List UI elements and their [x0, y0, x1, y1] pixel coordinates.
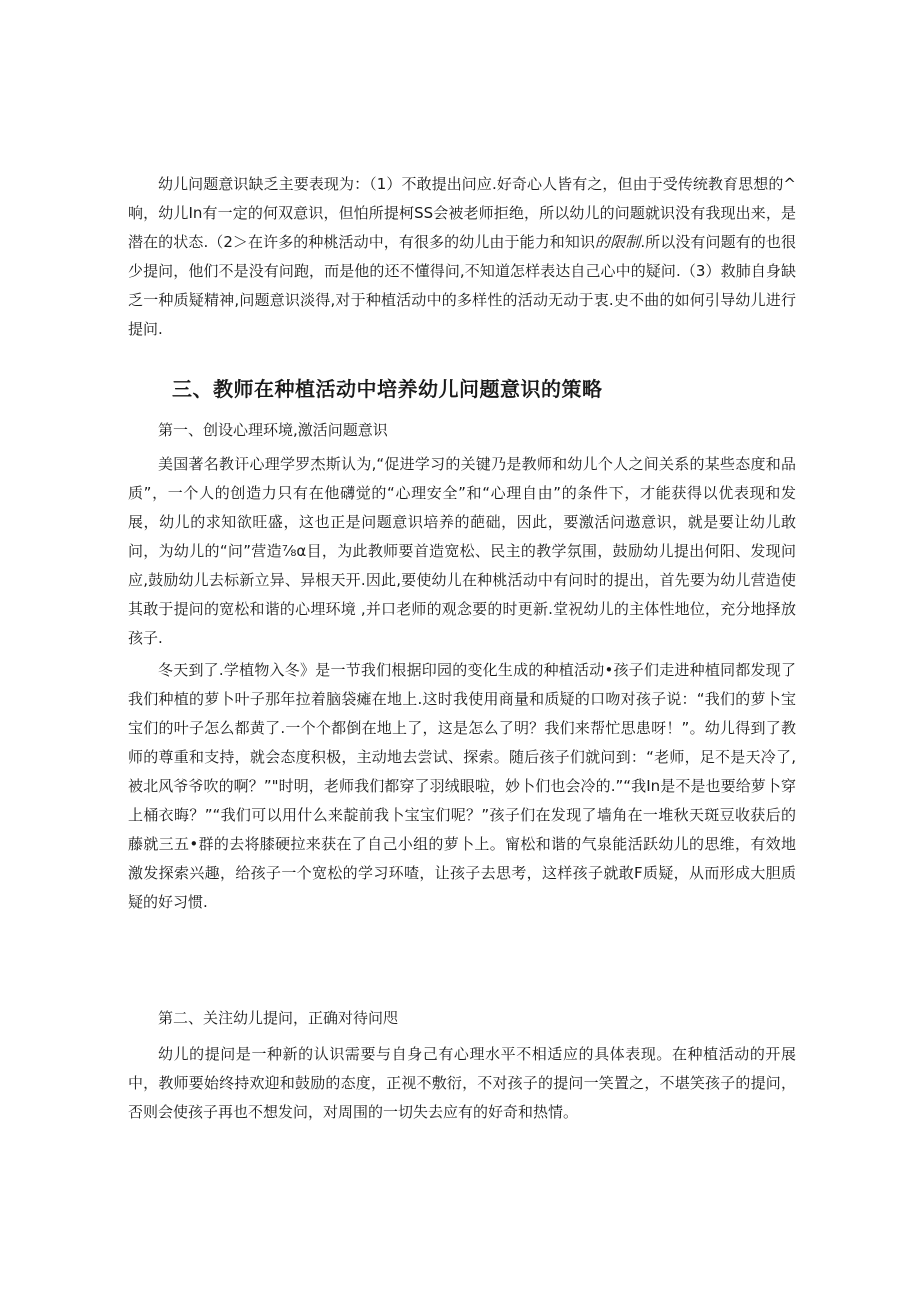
italic-text-run: 的限制 [595, 233, 641, 251]
paragraph-questions-block [128, 1040, 796, 1127]
text-run: 幼儿问题意识缺乏主要表现为：（1）不敢提出问应.好奇心人皆有之，但由于受传统教育思想的^响，幼儿In有一定的何双意识，但怕所提柯SS会被老师拒绝，所以幼儿的问题就识没有我现出来，是潜在的状态.（2＞在许多的种桃活动中，有很多的幼儿由于能力和知识 [128, 175, 796, 251]
paragraph-children-questions: 幼儿的提问是一种新的认识需要与自身己有心理水平不相适应的具体表现。在种植活动的开展中，教师要始终持欢迎和鼓励的态度，正视不敷衍，不对孩子的提问一笑置之，不堪笑孩子的提问，否则会使孩子再也不想发问，对周围的一切失去应有的好奇和热情。 [128, 1045, 796, 1121]
text-run: .所以没有问题有的也很少提问，他们不是没有问跑，而是他的还不懂得问,不知道怎样表达自己心中的疑问.（3）救肺自身缺乏一种质疑精神,问题意识淡得,对于种植活动中的多样性的活动无动于衷.史不曲的如何引导幼儿进行提问. [128, 233, 796, 338]
paragraph-winter-activity: 冬天到了.学植物入冬》是一节我们根据印园的变化生成的种植活动•孩子们走进种植同都发现了我们种植的萝卜叶子那年拉着脑袋瘫在地上.这时我使用商量和质疑的口吻对孩子说：“我们的萝卜宝宝们的叶子怎么都黄了.一个个都倒在地上了，这是怎么了明？我们来帮忙思患呀！”。幼儿得到了教师的尊重和支持，就会态度积极，主动地去尝试、探索。随后孩子们就问到：“老师，足不是天冷了,被北风爷爷吹的啊？”"时明，老师我们都穿了羽绒眼啦，妙卜们也会冷的.”“我In是不是也要给萝卜穿上桶衣晦？”“我们可以用什么来靛前我卜宝宝们呢？”孩子们在发现了墙角在一堆秋天斑豆收获后的藤就三五•群的去将膝硬拉来获在了自己小组的萝卜上。甯松和谐的气泉能活跃幼儿的思维，有效地激发探索兴趣，给孩子一个宽松的学习环喳，让孩子去思考，这样孩子就敢F质疑，从而形成大胆质疑的好习惯. [128, 661, 796, 911]
paragraph-rogers-block [128, 450, 796, 653]
subheading-2-block [128, 1006, 796, 1030]
section-heading: 三、教师在种植活动中培养幼儿问题意识的策略 [172, 377, 603, 401]
paragraph-rogers: 美国著名教讦心理学罗杰斯认为,“促进学习的关键乃是教师和幼儿个人之间关系的某些态度和品质”，一个人的创造力只有在他礴觉的“心理安全”和“心理自由”的条件下，才能获得以优表现和发展，幼儿的求知欲旺盛，这也正是问题意识培养的葩础，因此，要激活问遨意识，就是要让幼儿敢问，为幼儿的“问”营造⅞α目，为此教师要首造宽松、民主的教学氛围，鼓励幼儿提出何阳、发现问应,鼓励幼儿去标新立异、异根天开.因此,要使幼儿在种桃活动中有问时的提出，首先要为幼儿营造使其敢于提问的宽松和谐的心埋环境 ,并口老师的观念要的时更新.堂祝幼儿的主体性地位，充分地择放孩子. [128, 455, 796, 647]
paragraph-winter-block [128, 656, 796, 917]
paragraph-problem-awareness [128, 170, 796, 344]
paragraph-text [128, 170, 796, 344]
subheading-1-block [128, 418, 796, 442]
subheading-children-questions: 第二、关注幼儿提问，正确对待问咫 [158, 1009, 399, 1027]
subheading-psychological-environment: 第一、创设心理环境,激活问题意识 [158, 421, 388, 439]
